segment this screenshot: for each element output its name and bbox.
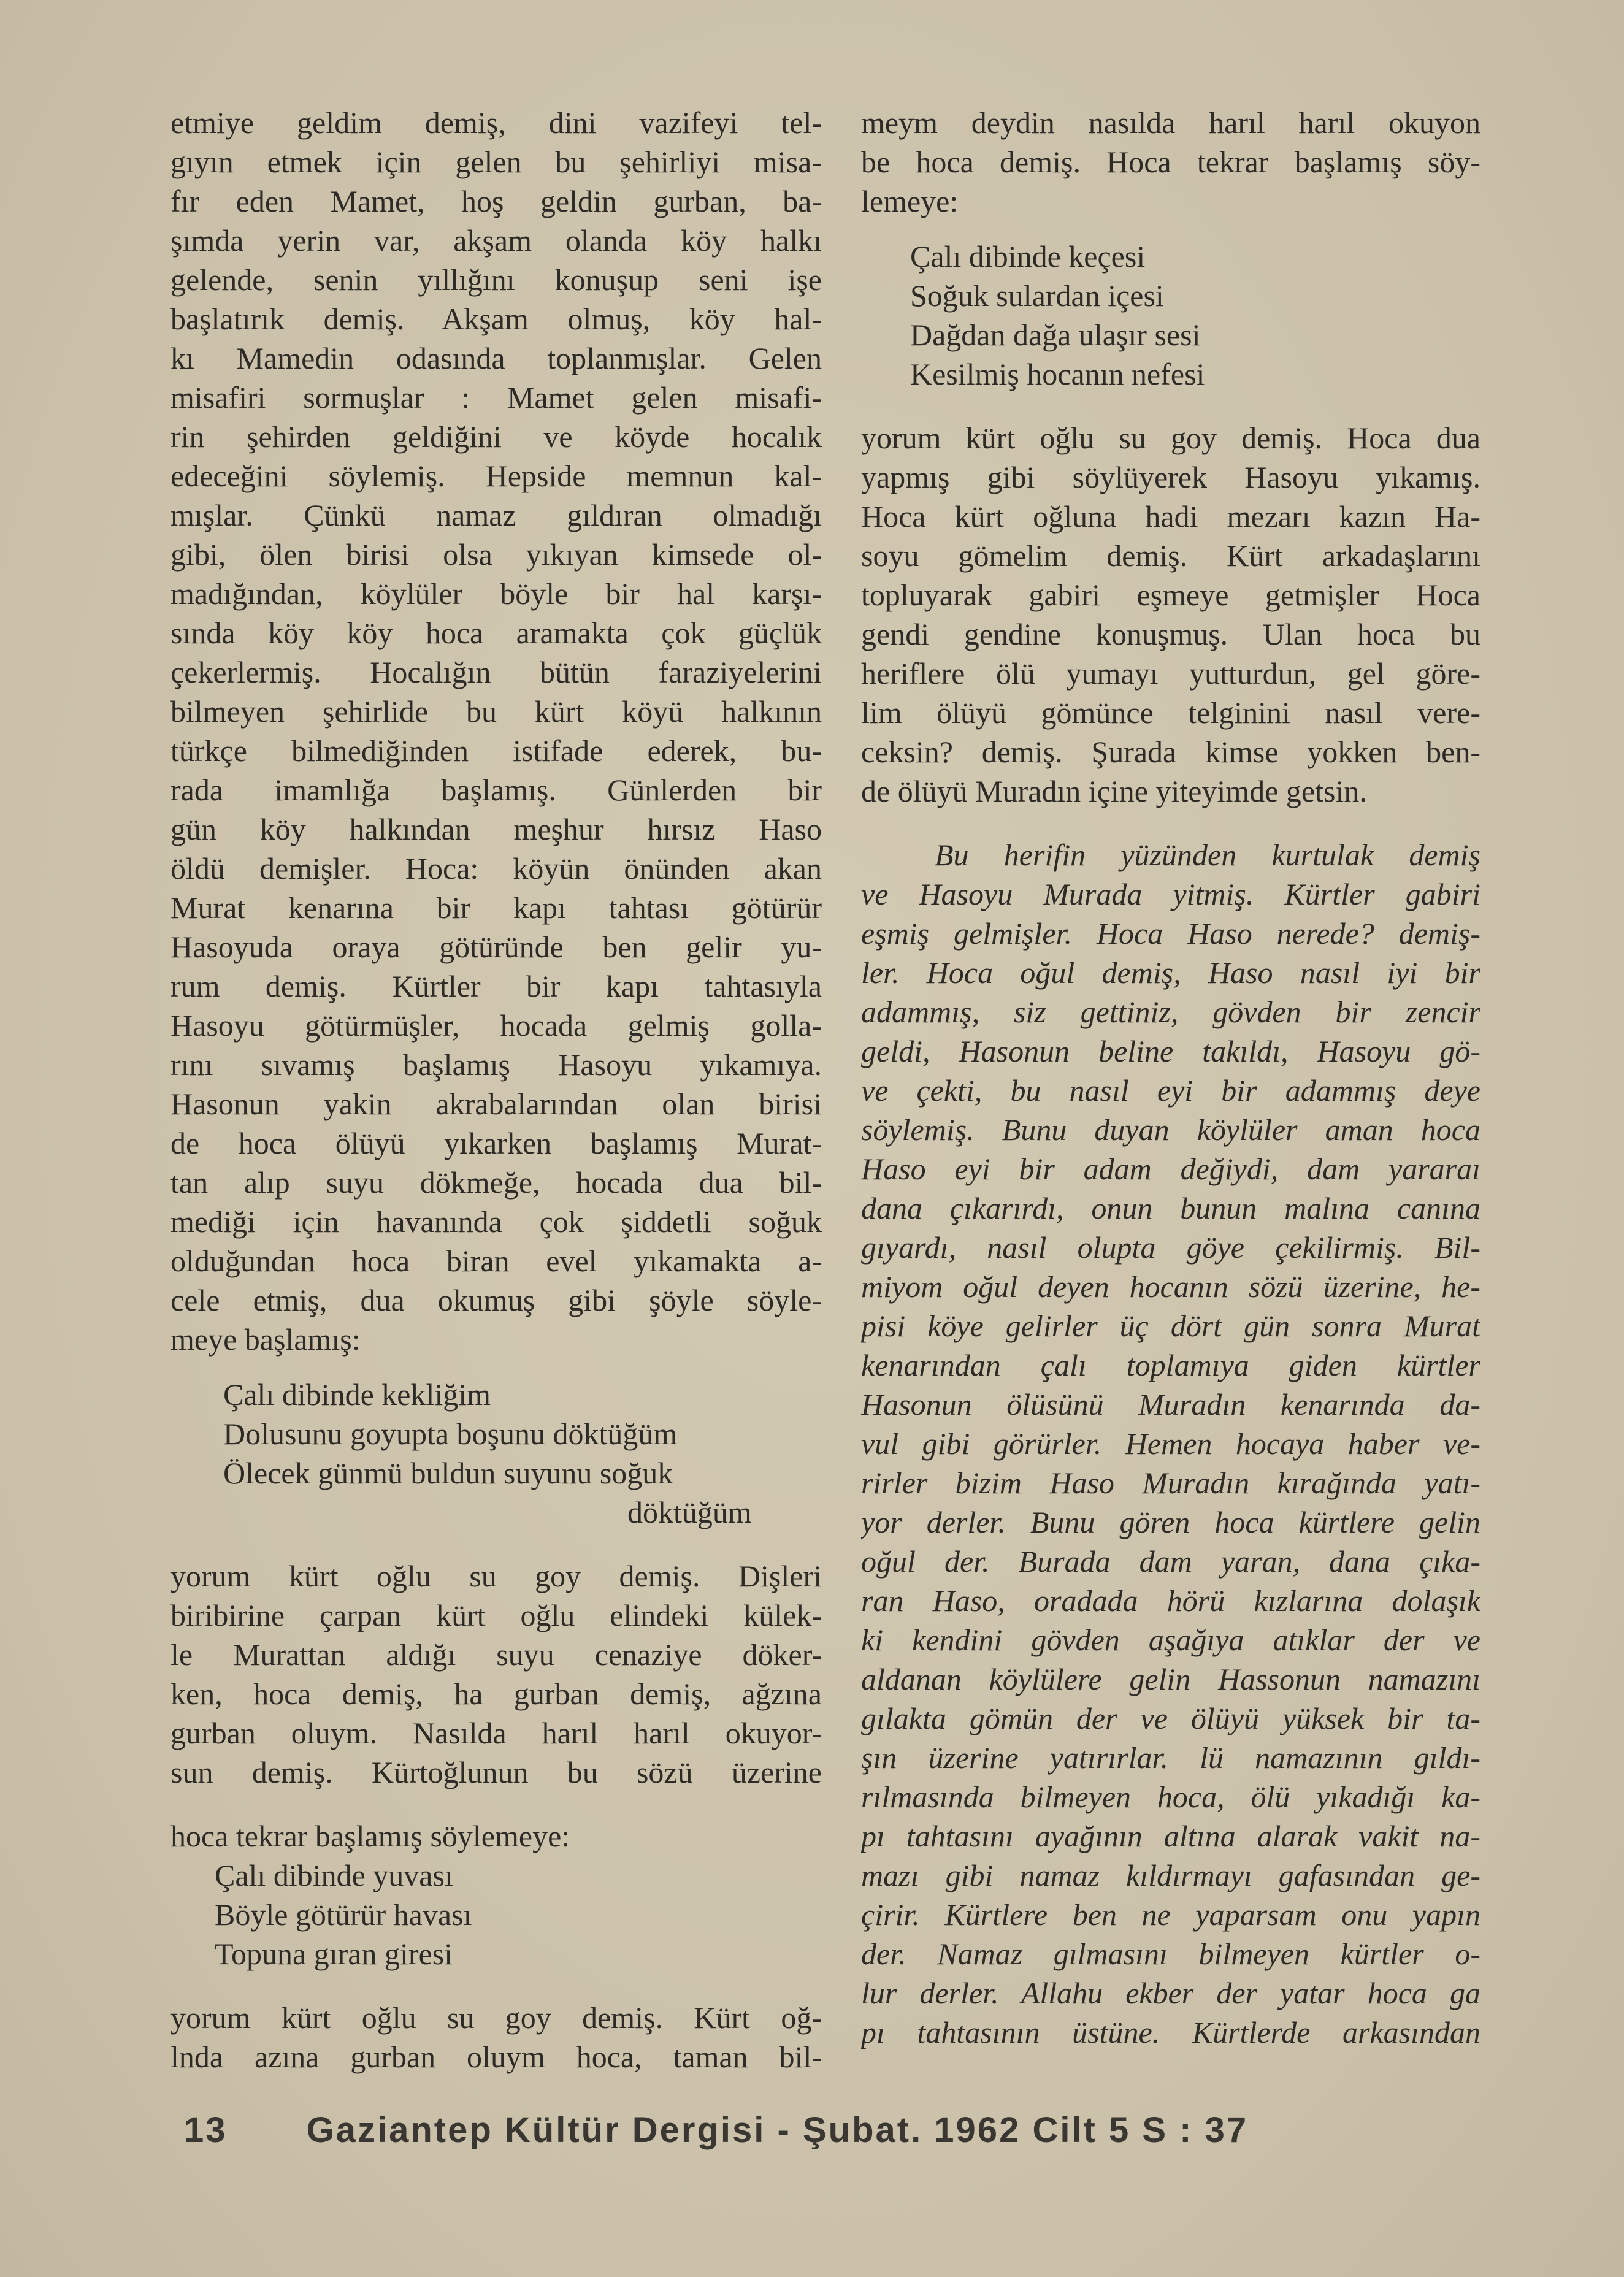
text-line: tan alıp suyu dökmeğe, hocada dua bil-: [170, 1165, 822, 1200]
text-line: madığından, köylüler böyle bir hal karşı-: [170, 576, 822, 611]
text-line: miyom oğul deyen hocanın sözü üzerine, he-: [861, 1269, 1480, 1304]
text-line: biribirine çarpan kürt oğlu elindeki külek-: [170, 1598, 822, 1632]
journal-info: Gaziantep Kültür Dergisi - Şubat. 1962 Cilt 5 S : 37: [306, 2110, 1249, 2150]
text-line: çekerlermiş. Hocalığın bütün faraziyelerini: [170, 655, 822, 689]
text-line: gibi, ölen birisi olsa yıkıyan kimsede ol-: [170, 537, 822, 572]
text-line: dana çıkarırdı, onun bunun malına canına: [861, 1191, 1480, 1225]
text-line: ran Haso, oradada hörü kızlarına dolaşık: [861, 1583, 1480, 1618]
text-line: rını sıvamış başlamış Hasoyu yıkamıya.: [170, 1047, 822, 1082]
text-line: yor derler. Bunu gören hoca kürtlere gelin: [861, 1505, 1480, 1539]
text-line: de hoca ölüyü yıkarken başlamış Murat-: [170, 1126, 822, 1160]
stanza-gap: [170, 1973, 822, 1998]
text-line: şın üzerine yatırırlar. lü namazının gıldı-: [861, 1740, 1480, 1775]
text-line: mazı gibi namaz kıldırmayı gafasından ge-: [861, 1858, 1480, 1892]
text-line: ve Hasoyu Murada yitmiş. Kürtler gabiri: [861, 877, 1480, 911]
text-line: rada imamlığa başlamış. Günlerden bir: [170, 773, 822, 807]
text-line: lemeye:: [861, 184, 959, 218]
text-line: sında köy köy hoca aramakta çok güçlük: [170, 616, 822, 650]
text-line: gıyın etmek için gelen bu şehirliyi misa-: [170, 145, 822, 179]
text-line: gurban oluym. Nasılda harıl harıl okuyor-: [170, 1716, 822, 1750]
text-line: sun demiş. Kürtoğlunun bu sözü üzerine: [170, 1755, 822, 1789]
text-line: ceksin? demiş. Şurada kimse yokken ben-: [861, 735, 1480, 769]
verse-line: Topuna gıran giresi: [215, 1937, 453, 1971]
verse-line: Çalı dibinde keçesi: [910, 239, 1146, 274]
text-line: ve çekti, bu nasıl eyi bir adammış deye: [861, 1073, 1480, 1108]
text-line: pı tahtasını ayağının altına alarak vakit na-: [861, 1819, 1480, 1853]
text-line: gelende, senin yıllığını konuşup seni işe: [170, 262, 822, 297]
text-line: kenarından çalı toplamıya giden kürtler: [861, 1348, 1480, 1382]
verse-line: Dolusunu goyupta boşunu döktüğüm: [223, 1417, 678, 1451]
text-line: olduğundan hoca biran evel yıkamakta a-: [170, 1244, 822, 1278]
text-line: meym deydin nasılda harıl harıl okuyon: [861, 105, 1480, 140]
text-line: rılmasında bilmeyen hoca, ölü yıkadığı ka-: [861, 1780, 1480, 1814]
text-line: vul gibi görürler. Hemen hocaya haber ve-: [861, 1426, 1480, 1461]
text-line: çirir. Kürtlere ben ne yaparsam onu yapın: [861, 1897, 1480, 1932]
stanza-gap: [861, 811, 1480, 835]
text-line: mediği için havanında çok şiddetli soğuk: [170, 1204, 822, 1239]
text-line: lim ölüyü gömünce telginini nasıl vere-: [861, 695, 1480, 730]
page-footer: [184, 2110, 1472, 2151]
text-line: cele etmiş, dua okumuş gibi şöyle söyle-: [170, 1283, 822, 1317]
verse-line: Çalı dibinde kekliğim: [223, 1377, 491, 1412]
text-line: meye başlamış:: [170, 1322, 361, 1357]
text-line: rirler bizim Haso Muradın kırağında yatı-: [861, 1466, 1480, 1500]
verse-line: Kesilmiş hocanın nefesi: [910, 357, 1205, 391]
text-line: yapmış gibi söylüyerek Hasoyu yıkamış.: [861, 460, 1480, 494]
verse-line: Dağdan dağa ulaşır sesi: [910, 318, 1201, 352]
right-text-column: [861, 103, 1480, 2052]
verse-line: Çalı dibinde yuvası: [215, 1858, 453, 1892]
text-line: rum demiş. Kürtler bir kapı tahtasıyla: [170, 969, 822, 1003]
text-line: Bu herifin yüzünden kurtulak demiş: [935, 838, 1480, 872]
stanza-gap: [170, 1792, 822, 1816]
text-line: eşmiş gelmişler. Hoca Haso nerede? demiş-: [861, 916, 1480, 951]
stanza-gap: [861, 221, 1480, 237]
text-line: Hasonun ölüsünü Muradın kenarında da-: [861, 1387, 1480, 1422]
text-line: yorum kürt oğlu su goy demiş. Dişleri: [170, 1559, 822, 1593]
text-line: etmiye geldim demiş, dini vazifeyi tel-: [170, 105, 822, 140]
text-line: ken, hoca demiş, ha gurban demiş, ağzına: [170, 1677, 822, 1711]
text-line: aldanan köylülere gelin Hassonun namazını: [861, 1662, 1480, 1696]
text-line: gılakta gömün der ve ölüyü yüksek bir ta-: [861, 1701, 1480, 1735]
text-line: Hoca kürt oğluna hadi mezarı kazın Ha-: [861, 499, 1480, 534]
text-line: hoca tekrar başlamış söylemeye:: [170, 1819, 570, 1853]
verse-line: Soğuk sulardan içesi: [910, 278, 1164, 313]
text-line: Murat kenarına bir kapı tahtası götürür: [170, 890, 822, 925]
text-line: bilmeyen şehirlide bu kürt köyü halkının: [170, 694, 822, 729]
text-line: türkçe bilmediğinden istifade ederek, bu-: [170, 733, 822, 768]
text-line: geldi, Hasonun beline takıldı, Hasoyu gö-: [861, 1034, 1480, 1068]
text-line: kı Mamedin odasında toplanmışlar. Gelen: [170, 341, 822, 375]
text-line: başlatırık demiş. Akşam olmuş, köy hal-: [170, 302, 822, 336]
text-line: pisi köye gelirler üç dört gün sonra Murat: [861, 1309, 1480, 1343]
text-line: adammış, siz gettiniz, gövden bir zencir: [861, 995, 1480, 1029]
text-line: mışlar. Çünkü namaz gıldıran olmadığı: [170, 498, 822, 532]
text-line: fır eden Mamet, hoş geldin gurban, ba-: [170, 184, 822, 218]
text-line: Haso eyi bir adam değiydi, dam yararaı: [861, 1152, 1480, 1186]
left-text-column: [170, 103, 822, 2076]
text-line: heriflere ölü yumayı yutturdun, gel göre-: [861, 656, 1480, 691]
text-line: Hasoyuda oraya götüründe ben gelir yu-: [170, 930, 822, 964]
verse-line: Böyle götürür havası: [215, 1897, 472, 1932]
text-line: yorum kürt oğlu su goy demiş. Kürt oğ-: [170, 2000, 822, 2035]
text-line: lur derler. Allahu ekber der yatar hoca ga: [861, 1976, 1480, 2010]
stanza-gap: [170, 1359, 822, 1375]
text-line: rin şehirden geldiğini ve köyde hocalık: [170, 419, 822, 454]
verse-line: Ölecek günmü buldun suyunu soğuk: [223, 1456, 673, 1490]
text-line: şımda yerin var, akşam olanda köy halkı: [170, 223, 822, 258]
stanza-gap: [861, 394, 1480, 418]
page-number: 13: [184, 2110, 228, 2150]
text-line: pı tahtasının üstüne. Kürtlerde arkasından: [861, 2015, 1480, 2049]
text-line: soyu gömelim demiş. Kürt arkadaşlarını: [861, 538, 1480, 573]
text-line: lnda azına gurban oluym hoca, taman bil-: [170, 2040, 822, 2074]
text-line: gıyardı, nasıl olupta göye çekilirmiş. Bil-: [861, 1230, 1480, 1265]
text-line: söylemiş. Bunu duyan köylüler aman hoca: [861, 1112, 1480, 1147]
text-line: der. Namaz gılmasını bilmeyen kürtler o-: [861, 1937, 1480, 1971]
verse-line: döktüğüm: [627, 1495, 752, 1529]
stanza-gap: [170, 1532, 822, 1556]
text-line: de ölüyü Muradın içine yiteyimde getsin.: [861, 774, 1367, 808]
text-line: ler. Hoca oğul demiş, Haso nasıl iyi bir: [861, 955, 1480, 990]
text-line: gendi gendine konuşmuş. Ulan hoca bu: [861, 617, 1480, 651]
text-line: misafiri sormuşlar : Mamet gelen misafi-: [170, 380, 822, 415]
text-line: öldü demişler. Hoca: köyün önünden akan: [170, 851, 822, 886]
text-line: Hasonun yakin akrabalarından olan birisi: [170, 1087, 822, 1121]
text-line: topluyarak gabiri eşmeye getmişler Hoca: [861, 578, 1480, 612]
text-line: gün köy halkından meşhur hırsız Haso: [170, 812, 822, 846]
text-line: yorum kürt oğlu su goy demiş. Hoca dua: [861, 421, 1480, 455]
text-line: oğul der. Burada dam yaran, dana çıka-: [861, 1544, 1480, 1579]
text-line: edeceğini söylemiş. Hepside memnun kal-: [170, 459, 822, 493]
text-line: le Murattan aldığı suyu cenaziye döker-: [170, 1637, 822, 1672]
text-line: be hoca demiş. Hoca tekrar başlamış söy-: [861, 145, 1480, 179]
text-line: ki kendini gövden aşağıya atıklar der ve: [861, 1623, 1480, 1657]
text-line: Hasoyu götürmüşler, hocada gelmiş golla-: [170, 1008, 822, 1043]
